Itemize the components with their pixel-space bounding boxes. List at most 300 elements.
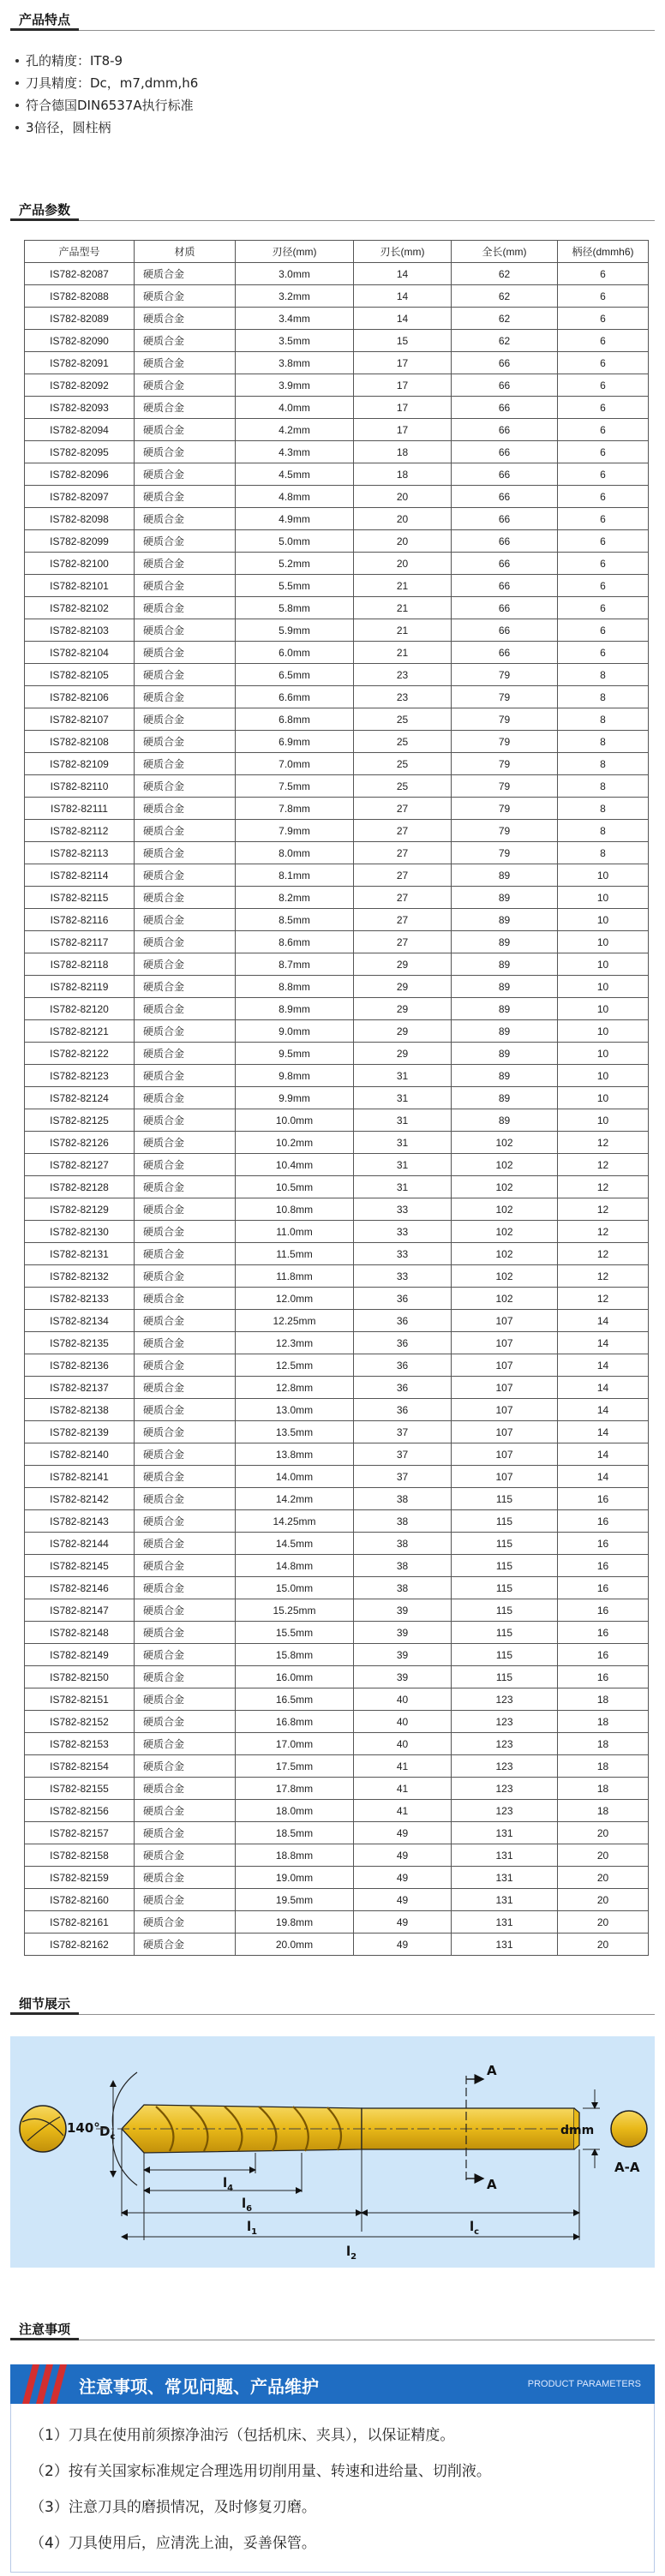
- table-cell: IS782-82134: [25, 1310, 135, 1332]
- table-cell: IS782-82144: [25, 1533, 135, 1555]
- table-cell: 8: [558, 820, 649, 842]
- table-cell: 39: [354, 1622, 452, 1644]
- table-cell: 16: [558, 1488, 649, 1510]
- table-cell: 115: [452, 1599, 558, 1622]
- table-row: [25, 1421, 649, 1443]
- table-cell: 10: [558, 887, 649, 909]
- table-cell: 31: [354, 1065, 452, 1087]
- table-cell: IS782-82130: [25, 1221, 135, 1243]
- table-cell: IS782-82133: [25, 1288, 135, 1310]
- table-cell: 16: [558, 1666, 649, 1688]
- column-header: 柄径(dmmh6): [558, 241, 649, 263]
- table-cell: IS782-82102: [25, 597, 135, 619]
- table-cell: IS782-82109: [25, 753, 135, 775]
- table-cell: IS782-82142: [25, 1488, 135, 1510]
- table-cell: 硬质合金: [135, 285, 236, 308]
- table-cell: 15.8mm: [236, 1644, 354, 1666]
- table-cell: 3.0mm: [236, 263, 354, 285]
- table-row: [25, 463, 649, 486]
- table-row: [25, 1243, 649, 1265]
- table-cell: 14: [558, 1466, 649, 1488]
- table-row: [25, 1377, 649, 1399]
- table-cell: 硬质合金: [135, 263, 236, 285]
- table-cell: 10: [558, 953, 649, 976]
- table-cell: IS782-82117: [25, 931, 135, 953]
- table-cell: 19.5mm: [236, 1889, 354, 1911]
- table-cell: 17.8mm: [236, 1778, 354, 1800]
- table-cell: 18: [354, 463, 452, 486]
- drill-diagram: [10, 2036, 655, 2268]
- table-cell: 79: [452, 708, 558, 731]
- table-cell: 硬质合金: [135, 419, 236, 441]
- table-cell: 27: [354, 909, 452, 931]
- table-cell: 38: [354, 1555, 452, 1577]
- table-cell: 硬质合金: [135, 1800, 236, 1822]
- table-cell: 23: [354, 686, 452, 708]
- banner-title: 注意事项、常见问题、产品维护: [79, 2376, 319, 2397]
- table-cell: 41: [354, 1800, 452, 1822]
- table-cell: 硬质合金: [135, 1154, 236, 1176]
- table-cell: IS782-82110: [25, 775, 135, 798]
- table-row: [25, 1867, 649, 1889]
- table-cell: IS782-82106: [25, 686, 135, 708]
- table-cell: 115: [452, 1488, 558, 1510]
- table-cell: 10.5mm: [236, 1176, 354, 1198]
- table-row: [25, 352, 649, 374]
- table-cell: 3.2mm: [236, 285, 354, 308]
- table-cell: 20: [354, 530, 452, 553]
- table-cell: 9.9mm: [236, 1087, 354, 1109]
- table-cell: 89: [452, 1109, 558, 1132]
- note-item: （2）按有关国家标准规定合理选用切削用量、转速和进给量、切削液。: [30, 2463, 491, 2480]
- table-cell: 36: [354, 1310, 452, 1332]
- table-cell: 16: [558, 1599, 649, 1622]
- table-cell: 硬质合金: [135, 1867, 236, 1889]
- table-cell: 66: [452, 374, 558, 397]
- table-cell: 66: [452, 619, 558, 642]
- table-cell: 10: [558, 864, 649, 887]
- table-cell: 硬质合金: [135, 1020, 236, 1043]
- table-cell: IS782-82143: [25, 1510, 135, 1533]
- table-cell: 硬质合金: [135, 708, 236, 731]
- table-cell: 6.8mm: [236, 708, 354, 731]
- table-row: [25, 1198, 649, 1221]
- table-cell: IS782-82111: [25, 798, 135, 820]
- table-cell: 89: [452, 1043, 558, 1065]
- table-cell: 66: [452, 530, 558, 553]
- table-cell: 131: [452, 1911, 558, 1933]
- table-cell: 6: [558, 330, 649, 352]
- table-cell: 89: [452, 864, 558, 887]
- table-cell: 11.5mm: [236, 1243, 354, 1265]
- table-cell: 10: [558, 931, 649, 953]
- table-cell: 20: [558, 1911, 649, 1933]
- svg-text:l6: [242, 2196, 252, 2214]
- table-row: [25, 575, 649, 597]
- table-cell: 6: [558, 575, 649, 597]
- table-cell: 18: [558, 1800, 649, 1822]
- table-cell: 62: [452, 263, 558, 285]
- table-cell: 21: [354, 597, 452, 619]
- table-cell: 6: [558, 308, 649, 330]
- table-cell: 14: [354, 285, 452, 308]
- table-row: [25, 486, 649, 508]
- table-cell: 79: [452, 664, 558, 686]
- table-cell: IS782-82145: [25, 1555, 135, 1577]
- l2-label: l: [346, 2244, 351, 2259]
- table-cell: 8.0mm: [236, 842, 354, 864]
- table-cell: 19.8mm: [236, 1911, 354, 1933]
- table-cell: 硬质合金: [135, 1443, 236, 1466]
- table-cell: 17: [354, 374, 452, 397]
- table-cell: 66: [452, 553, 558, 575]
- table-cell: 16: [558, 1622, 649, 1644]
- table-header-row: [25, 241, 649, 263]
- params-table: [24, 240, 649, 1956]
- table-cell: IS782-82112: [25, 820, 135, 842]
- table-row: [25, 686, 649, 708]
- table-cell: 16.0mm: [236, 1666, 354, 1688]
- angle-label: 140°: [67, 2120, 100, 2136]
- table-cell: 123: [452, 1733, 558, 1755]
- table-row: [25, 931, 649, 953]
- table-cell: 62: [452, 330, 558, 352]
- table-cell: IS782-82147: [25, 1599, 135, 1622]
- table-cell: 14: [354, 263, 452, 285]
- table-cell: 8.7mm: [236, 953, 354, 976]
- table-cell: 10.2mm: [236, 1132, 354, 1154]
- table-cell: 8: [558, 753, 649, 775]
- table-cell: 49: [354, 1889, 452, 1911]
- table-row: [25, 441, 649, 463]
- section-title: 注意事项: [19, 2322, 71, 2337]
- feature-item: 符合德国DIN6537A执行标准: [12, 94, 198, 117]
- table-cell: 13.5mm: [236, 1421, 354, 1443]
- table-cell: 79: [452, 798, 558, 820]
- table-cell: 硬质合金: [135, 575, 236, 597]
- table-row: [25, 508, 649, 530]
- table-row: [25, 1043, 649, 1065]
- table-cell: 6: [558, 642, 649, 664]
- table-row: [25, 909, 649, 931]
- table-cell: 21: [354, 642, 452, 664]
- svg-text:l2: [346, 2244, 356, 2262]
- table-cell: 14: [558, 1354, 649, 1377]
- table-row: [25, 1510, 649, 1533]
- l6-subscript: 6: [246, 2204, 253, 2214]
- table-cell: 6.5mm: [236, 664, 354, 686]
- table-cell: 3.5mm: [236, 330, 354, 352]
- dmm-label: dmm: [560, 2124, 595, 2137]
- table-row: [25, 1332, 649, 1354]
- table-cell: 12: [558, 1243, 649, 1265]
- feature-item: 刀具精度：Dc，m7,dmm,h6: [12, 72, 198, 94]
- table-cell: 硬质合金: [135, 1889, 236, 1911]
- table-cell: 17: [354, 419, 452, 441]
- table-cell: 115: [452, 1644, 558, 1666]
- table-cell: 4.9mm: [236, 508, 354, 530]
- table-row: [25, 976, 649, 998]
- note-item: （1）刀具在使用前须擦净油污（包括机床、夹具），以保证精度。: [30, 2427, 455, 2444]
- table-cell: 102: [452, 1154, 558, 1176]
- table-cell: IS782-82124: [25, 1087, 135, 1109]
- table-cell: 硬质合金: [135, 1087, 236, 1109]
- table-cell: 79: [452, 686, 558, 708]
- table-cell: 硬质合金: [135, 686, 236, 708]
- table-cell: 6: [558, 486, 649, 508]
- table-cell: 131: [452, 1889, 558, 1911]
- table-cell: 12.25mm: [236, 1310, 354, 1332]
- table-cell: 6.9mm: [236, 731, 354, 753]
- section-header-features: [10, 9, 655, 31]
- table-cell: IS782-82139: [25, 1421, 135, 1443]
- section-arrow-label-top: A: [487, 2063, 497, 2078]
- table-row: [25, 263, 649, 285]
- table-row: [25, 330, 649, 352]
- table-cell: 123: [452, 1755, 558, 1778]
- table-cell: 115: [452, 1555, 558, 1577]
- table-cell: 89: [452, 953, 558, 976]
- svg-text:l1: [247, 2219, 257, 2237]
- table-row: [25, 820, 649, 842]
- table-row: [25, 1711, 649, 1733]
- table-row: [25, 1488, 649, 1510]
- table-cell: 8.1mm: [236, 864, 354, 887]
- table-cell: IS782-82123: [25, 1065, 135, 1087]
- table-cell: 66: [452, 419, 558, 441]
- table-cell: IS782-82159: [25, 1867, 135, 1889]
- table-cell: 硬质合金: [135, 1243, 236, 1265]
- table-cell: IS782-82096: [25, 463, 135, 486]
- table-row: [25, 419, 649, 441]
- table-cell: 20: [558, 1867, 649, 1889]
- table-cell: IS782-82105: [25, 664, 135, 686]
- table-cell: 12: [558, 1176, 649, 1198]
- table-cell: 36: [354, 1288, 452, 1310]
- table-row: [25, 953, 649, 976]
- table-cell: 29: [354, 998, 452, 1020]
- table-cell: 9.5mm: [236, 1043, 354, 1065]
- table-cell: 硬质合金: [135, 463, 236, 486]
- table-cell: 硬质合金: [135, 1332, 236, 1354]
- table-cell: IS782-82090: [25, 330, 135, 352]
- table-cell: 7.9mm: [236, 820, 354, 842]
- table-cell: IS782-82161: [25, 1911, 135, 1933]
- table-cell: 123: [452, 1778, 558, 1800]
- table-cell: 38: [354, 1510, 452, 1533]
- table-row: [25, 798, 649, 820]
- table-cell: 5.0mm: [236, 530, 354, 553]
- table-cell: 21: [354, 619, 452, 642]
- table-cell: 89: [452, 976, 558, 998]
- table-cell: 18.8mm: [236, 1844, 354, 1867]
- table-row: [25, 1288, 649, 1310]
- table-cell: 27: [354, 864, 452, 887]
- table-cell: 13.0mm: [236, 1399, 354, 1421]
- table-cell: 12: [558, 1288, 649, 1310]
- table-cell: 66: [452, 575, 558, 597]
- table-cell: 12.0mm: [236, 1288, 354, 1310]
- table-cell: IS782-82132: [25, 1265, 135, 1288]
- table-cell: 硬质合金: [135, 1711, 236, 1733]
- table-cell: 131: [452, 1822, 558, 1844]
- notes-list: [10, 2404, 655, 2573]
- table-cell: 18: [354, 441, 452, 463]
- table-row: [25, 775, 649, 798]
- table-cell: 5.8mm: [236, 597, 354, 619]
- table-cell: 33: [354, 1265, 452, 1288]
- front-view-icon: [20, 2106, 66, 2152]
- table-cell: 14: [558, 1443, 649, 1466]
- table-cell: 14.25mm: [236, 1510, 354, 1533]
- table-cell: 14.8mm: [236, 1555, 354, 1577]
- table-cell: 12.5mm: [236, 1354, 354, 1377]
- table-cell: IS782-82114: [25, 864, 135, 887]
- table-cell: 硬质合金: [135, 820, 236, 842]
- table-cell: IS782-82094: [25, 419, 135, 441]
- table-cell: 25: [354, 775, 452, 798]
- table-cell: 12: [558, 1221, 649, 1243]
- notes-banner: [10, 2364, 655, 2404]
- table-cell: 硬质合金: [135, 1221, 236, 1243]
- table-cell: 硬质合金: [135, 308, 236, 330]
- table-cell: 4.8mm: [236, 486, 354, 508]
- table-cell: 29: [354, 953, 452, 976]
- table-cell: 10: [558, 1043, 649, 1065]
- table-cell: 38: [354, 1488, 452, 1510]
- table-cell: 123: [452, 1800, 558, 1822]
- table-cell: 3.8mm: [236, 352, 354, 374]
- table-cell: 31: [354, 1087, 452, 1109]
- table-cell: 硬质合金: [135, 1822, 236, 1844]
- table-cell: IS782-82146: [25, 1577, 135, 1599]
- table-cell: 硬质合金: [135, 1466, 236, 1488]
- table-cell: 7.8mm: [236, 798, 354, 820]
- table-cell: 20: [354, 486, 452, 508]
- table-cell: IS782-82149: [25, 1644, 135, 1666]
- table-row: [25, 1755, 649, 1778]
- table-cell: 27: [354, 931, 452, 953]
- table-cell: 29: [354, 976, 452, 998]
- table-cell: 123: [452, 1711, 558, 1733]
- table-cell: 102: [452, 1221, 558, 1243]
- table-cell: 39: [354, 1666, 452, 1688]
- table-row: [25, 285, 649, 308]
- table-cell: 102: [452, 1132, 558, 1154]
- table-cell: 14: [354, 308, 452, 330]
- table-cell: 49: [354, 1822, 452, 1844]
- section-title: 细节展示: [19, 1996, 71, 2011]
- table-cell: 66: [452, 397, 558, 419]
- section-label: A-A: [614, 2160, 640, 2175]
- table-cell: IS782-82150: [25, 1666, 135, 1688]
- table-cell: 89: [452, 1065, 558, 1087]
- table-row: [25, 731, 649, 753]
- table-cell: 8.8mm: [236, 976, 354, 998]
- table-cell: 3.9mm: [236, 374, 354, 397]
- table-cell: 31: [354, 1154, 452, 1176]
- table-cell: 33: [354, 1243, 452, 1265]
- table-cell: 20: [558, 1889, 649, 1911]
- table-cell: 3.4mm: [236, 308, 354, 330]
- table-cell: 硬质合金: [135, 1288, 236, 1310]
- table-cell: 8.6mm: [236, 931, 354, 953]
- table-cell: 18: [558, 1778, 649, 1800]
- table-cell: 18.0mm: [236, 1800, 354, 1822]
- table-cell: 15.0mm: [236, 1577, 354, 1599]
- table-cell: 107: [452, 1443, 558, 1466]
- table-cell: 硬质合金: [135, 1265, 236, 1288]
- table-cell: 硬质合金: [135, 1043, 236, 1065]
- column-header: 全长(mm): [452, 241, 558, 263]
- table-cell: 29: [354, 1043, 452, 1065]
- divider: [10, 30, 655, 31]
- table-row: [25, 664, 649, 686]
- table-cell: 硬质合金: [135, 842, 236, 864]
- table-cell: 硬质合金: [135, 1065, 236, 1087]
- table-cell: 6: [558, 463, 649, 486]
- table-cell: 89: [452, 1020, 558, 1043]
- table-cell: 6: [558, 441, 649, 463]
- table-cell: 37: [354, 1421, 452, 1443]
- table-row: [25, 1577, 649, 1599]
- column-header: 产品型号: [25, 241, 135, 263]
- table-cell: 硬质合金: [135, 1132, 236, 1154]
- table-cell: 硬质合金: [135, 330, 236, 352]
- table-cell: 硬质合金: [135, 508, 236, 530]
- table-cell: 49: [354, 1867, 452, 1889]
- table-cell: IS782-82151: [25, 1688, 135, 1711]
- table-cell: 硬质合金: [135, 597, 236, 619]
- table-cell: 36: [354, 1399, 452, 1421]
- banner-subtitle: PRODUCT PARAMETERS: [527, 2379, 641, 2389]
- table-cell: IS782-82119: [25, 976, 135, 998]
- table-cell: 20: [354, 508, 452, 530]
- table-row: [25, 374, 649, 397]
- table-cell: 6: [558, 285, 649, 308]
- table-row: [25, 597, 649, 619]
- table-cell: IS782-82154: [25, 1755, 135, 1778]
- table-cell: 10: [558, 1087, 649, 1109]
- table-row: [25, 1087, 649, 1109]
- table-cell: 115: [452, 1622, 558, 1644]
- table-cell: 硬质合金: [135, 1844, 236, 1867]
- table-cell: IS782-82156: [25, 1800, 135, 1822]
- table-cell: 硬质合金: [135, 1599, 236, 1622]
- table-row: [25, 1778, 649, 1800]
- table-cell: 20: [558, 1933, 649, 1956]
- table-cell: 16.5mm: [236, 1688, 354, 1711]
- table-cell: 硬质合金: [135, 887, 236, 909]
- table-cell: 102: [452, 1288, 558, 1310]
- table-cell: IS782-82136: [25, 1354, 135, 1377]
- table-cell: 14: [558, 1377, 649, 1399]
- table-cell: 12.3mm: [236, 1332, 354, 1354]
- table-cell: 8: [558, 842, 649, 864]
- table-cell: 8: [558, 731, 649, 753]
- table-cell: 31: [354, 1109, 452, 1132]
- table-cell: IS782-82101: [25, 575, 135, 597]
- table-cell: IS782-82128: [25, 1176, 135, 1198]
- table-cell: 11.8mm: [236, 1265, 354, 1288]
- table-row: [25, 1065, 649, 1087]
- table-cell: IS782-82116: [25, 909, 135, 931]
- table-cell: 4.0mm: [236, 397, 354, 419]
- table-cell: 25: [354, 708, 452, 731]
- table-cell: 硬质合金: [135, 864, 236, 887]
- table-cell: IS782-82155: [25, 1778, 135, 1800]
- table-row: [25, 1800, 649, 1822]
